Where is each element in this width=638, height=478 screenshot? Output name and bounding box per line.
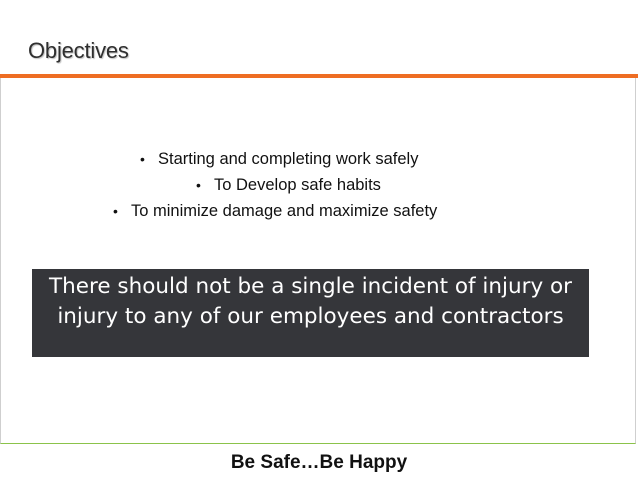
list-item: [140, 150, 418, 169]
list-item-text: Starting and completing work safely: [158, 150, 419, 168]
bullet-icon: •: [113, 203, 118, 219]
bullet-icon: •: [140, 151, 145, 167]
slide-footer-slogan: Be Safe…Be Happy: [230, 452, 408, 473]
content-frame: [0, 78, 636, 444]
slide-title: Objectives: [28, 38, 129, 63]
list-item-text: To minimize damage and maximize safety: [131, 202, 438, 220]
safety-statement-banner: There should not be a single incident of injury or injury to any of our employees and contractors: [32, 269, 589, 357]
list-item: [196, 176, 381, 195]
list-item-text: To Develop safe habits: [214, 176, 381, 194]
list-item: [113, 202, 437, 221]
bullet-icon: •: [196, 177, 201, 193]
